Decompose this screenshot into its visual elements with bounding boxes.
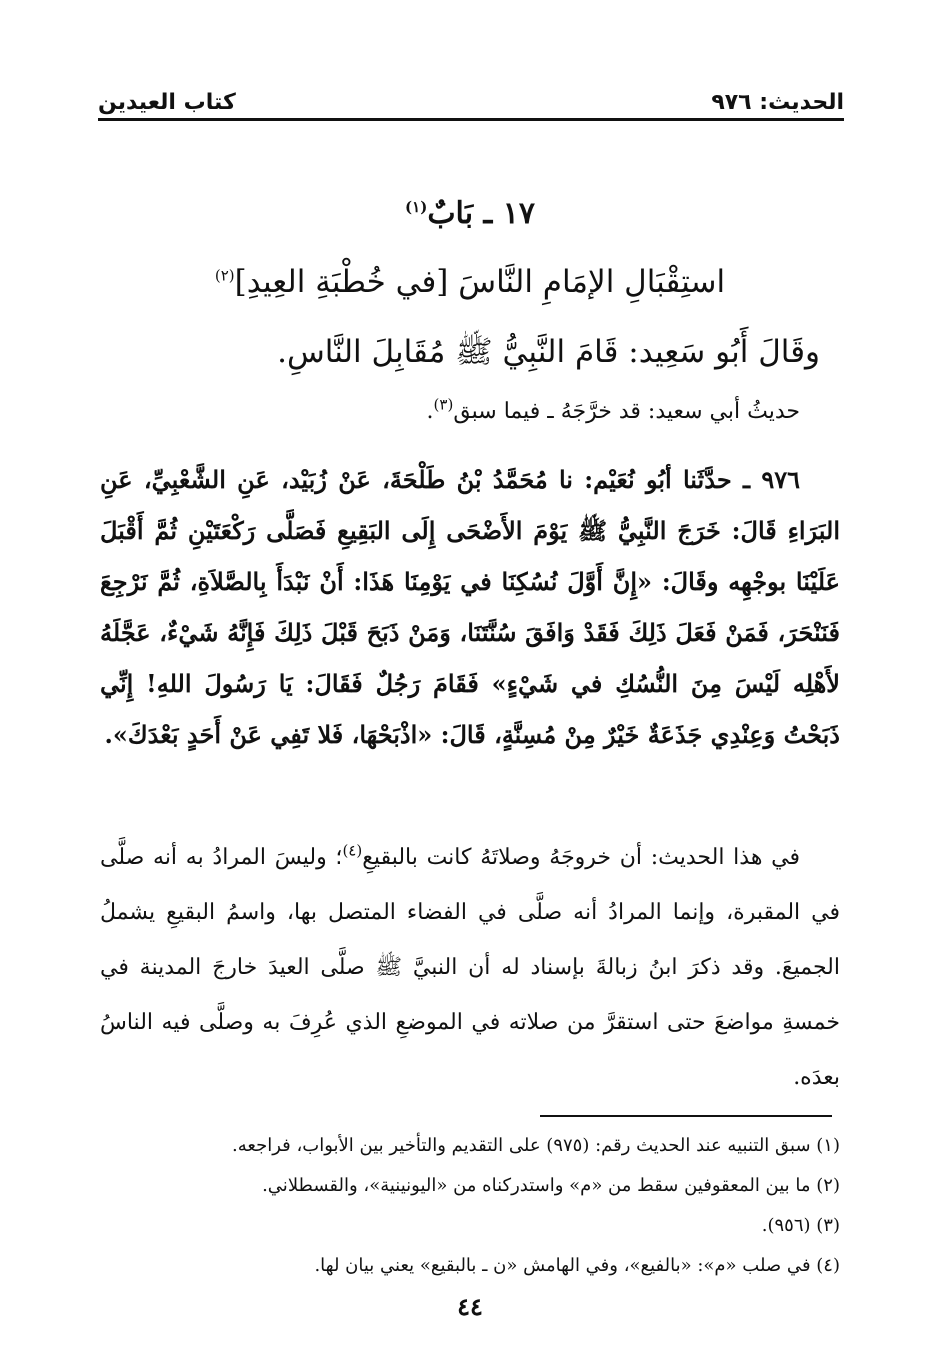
footnotes [100,1126,840,1286]
commentary-part-1: في هذا الحديث: أن خروجَهُ وصلاتَهُ كانت بالبقيعِ [362,845,800,870]
hadith-text: ٩٧٦ ـ حدَّثَنا أبُو نُعَيْم: نا مُحَمَّدُ بْنُ طَلْحَةَ، عَنْ زُبَيْد، عَنِ الشَّعْبِيِّ، عَنِ البَرَاءِ قَالَ: خَرَجَ النَّبِيُّ ﷺ يَوْمَ الأَضْحَى إِلَى البَقِيعِ فَصَلَّى رَكْعَتَيْنِ ثُمَّ أَقْبَلَ عَلَيْنَا بوجْهِه وقَالَ: «إِنَّ أَوَّلَ نُسُكِنَا في يَوْمِنَا هَذَا: أَنْ نَبْدَأَ بِالصَّلاَةِ، ثُمَّ نَرْجِعَ فَنَنْحَرَ، فَمَنْ فَعَلَ ذَلِكَ فَقَدْ وَافَقَ سُنَّتَنَا، وَمَنْ ذَبَحَ قَبْلَ ذَلِكَ فَإِنَّهُ شَيْءٌ، عَجَّلَهُ لأَهْلِه لَيْسَ مِنَ النُّسُكِ في شَيْءٍ» فَقَامَ رَجُلٌ فَقَالَ: يَا رَسُولَ اللهِ! إِنِّي ذَبَحْتُ وَعِنْدِي جَذَعَةٌ خَيْرٌ مِنْ مُسِنَّةٍ، قَالَ: «اذْبَحْهَا، فَلا تَفِي عَنْ أَحَدٍ بَعْدَكَ». [100,465,840,749]
chapter-title-text: استِقْبَالِ الإمَامِ النَّاسَ [في خُطْبَةِ العِيدِ] [234,264,726,300]
footnote-divider [540,1115,832,1117]
chapter-title [100,258,840,306]
footnote-3: (٣) (٩٥٦). [761,1215,840,1236]
chapter-subtitle: وقَالَ أَبُو سَعِيد: قَامَ النَّبِيُّ ﷺ مُقَابِلَ النَّاسِ. [277,334,820,370]
running-header [98,82,844,118]
footnote-4: (٤) في صلب «م»: «بالفيع»، وفي الهامش «ن ـ بالبقيع» يعني بيان لها. [314,1255,840,1276]
commentary-part-2: ؛ وليسَ المرادُ به أنه صلَّى في المقبرة، وإنما المرادُ أنه صلَّى في الفضاء المتصل بها، واسمُ البقيعِ يشملُ الجميعَ. وقد ذكرَ ابنُ زبالةَ بإسناد له أن النبيَّ ﷺ صلَّى العيدَ خارجَ المدينة في خمسةِ مواضعَ حتى استقرَّ من صلاته في الموضعِ الذي عُرِفَ به وصلَّى فيه الناسُ بعدَه. [100,845,840,1090]
page-number: ٤٤ [457,1292,483,1321]
chapter-number [100,192,840,236]
header-book-title: كتاب العيدين [98,90,236,115]
commentary-paragraph [100,830,840,1105]
intro-note-footnote-ref: (٣) [433,395,454,414]
intro-note-tail: . [426,399,434,424]
header-hadith-number: الحديث: ٩٧٦ [711,90,844,115]
footnote-1: (١) سبق التنبيه عند الحديث رقم: (٩٧٥) على التقديم والتأخير بين الأبواب، فراجعه. [232,1135,840,1156]
intro-note-text: حديثُ أبي سعيد: قد خرَّجَهُ ـ فيما سبق [453,399,800,424]
chapter-title-footnote-ref: (٢) [214,266,235,285]
commentary-footnote-ref: (٤) [342,841,363,860]
chapter-number-label: ١٧ ـ بَابٌ [427,196,535,231]
intro-note [100,392,840,432]
footnote-2: (٢) ما بين المعقوفين سقط من «م» واستدركناه من «اليونينية»، والقسطلاني. [262,1175,840,1196]
header-divider [98,118,844,121]
chapter-footnote-ref: (١) [405,198,428,216]
